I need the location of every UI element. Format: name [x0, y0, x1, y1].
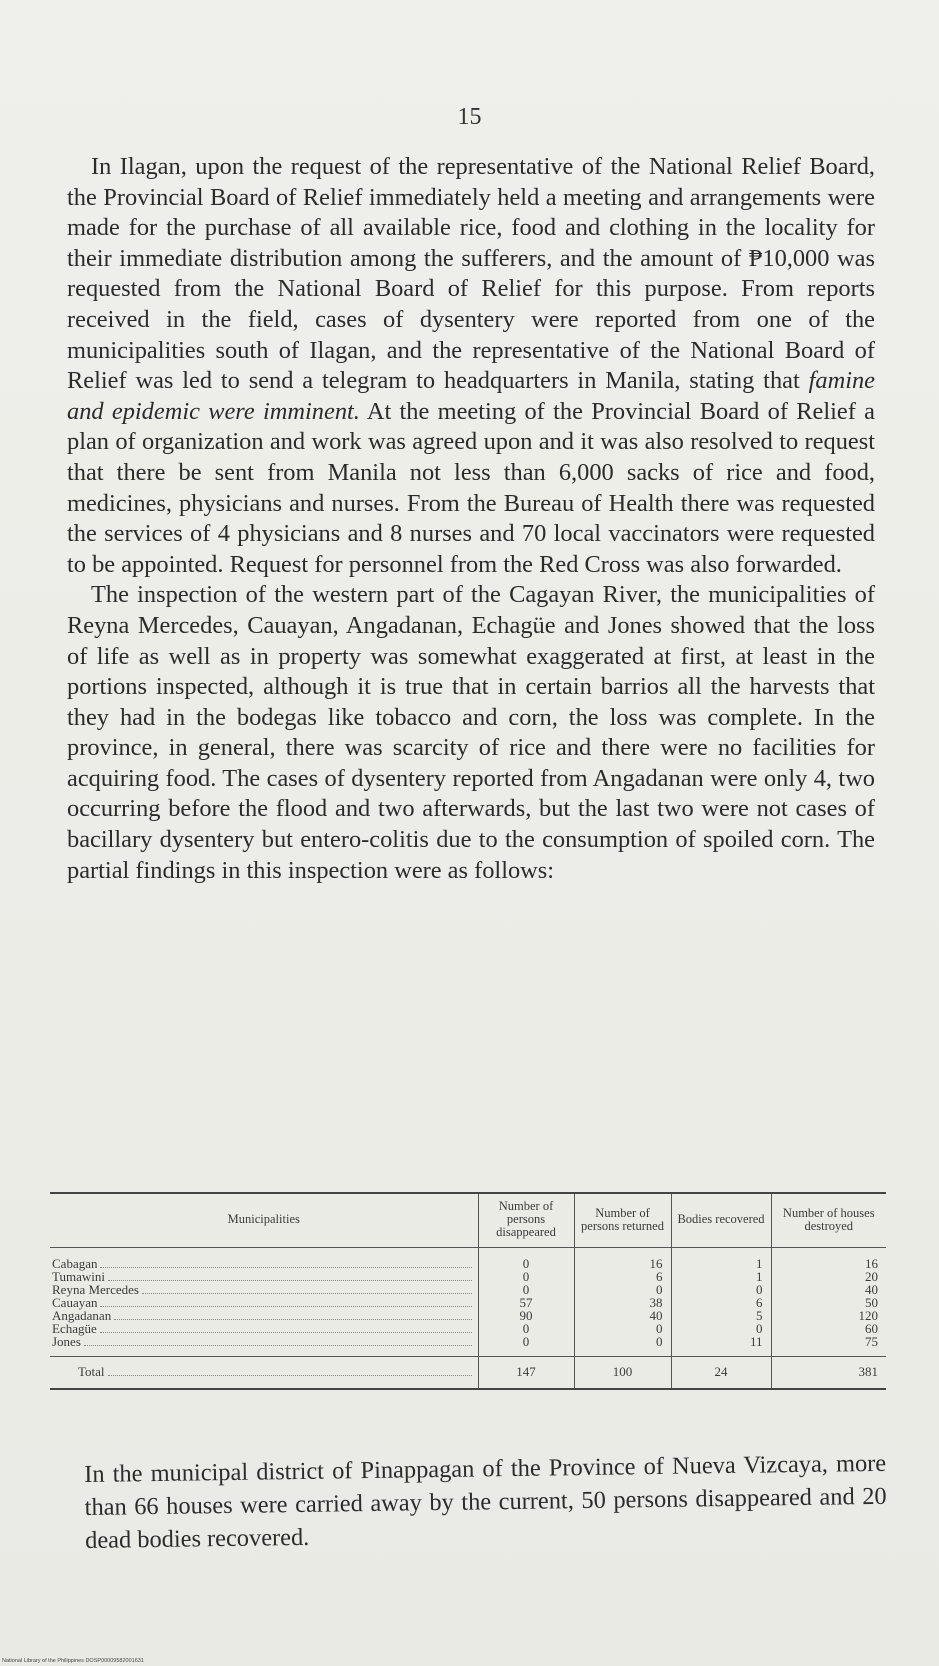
dot-leader [114, 1310, 471, 1320]
table-header-row [50, 1193, 886, 1248]
municipality-cell [50, 1296, 478, 1309]
disappeared-cell: 0 [478, 1248, 574, 1271]
total-bodies: 24 [671, 1357, 771, 1390]
dot-leader [142, 1284, 472, 1294]
paragraph-inspection: The inspection of the western part of the Cagayan River, the municipalities of Reyna Mercedes, Cauayan, Angadanan, Echagüe and Jones showed that the loss of life as well as in property was somewhat exaggerated at first, at least in the portions inspected, although it is true that in certain barrios all the harvests that they had in the bodegas like tobacco and corn, the loss was complete. In the province, in general, there was scarcity of rice and there were no facilities for acquiring food. The cases of dysentery reported from Angadanan were only 4, two occurring before the flood and two afterwards, but the last two were not cases of bacillary dysentery but entero-colitis due to the consumption of spoiled corn. The partial findings in this inspection were as follows: [67, 581, 875, 884]
municipality-cell [50, 1283, 478, 1296]
table-row [50, 1335, 886, 1357]
municipality-name: Echagüe [52, 1321, 97, 1336]
paragraph-pinappagan: In the municipal district of Pinappagan of the Province of Nueva Vizcaya, more than 66 houses were carried away by the current, 50 persons disappeared and 20 dead bodies recovered. [84, 1449, 887, 1554]
header-bodies-recovered: Bodies recovered [671, 1193, 771, 1248]
returned-cell: 0 [574, 1283, 671, 1296]
houses-cell: 50 [771, 1296, 886, 1309]
returned-cell: 16 [574, 1248, 671, 1271]
bodies-cell: 0 [671, 1322, 771, 1335]
total-returned: 100 [574, 1357, 671, 1390]
disappeared-cell: 0 [478, 1322, 574, 1335]
municipality-name: Reyna Mercedes [52, 1282, 139, 1297]
dot-leader [84, 1336, 472, 1346]
header-houses-destroyed: Number of houses destroyed [771, 1193, 886, 1248]
municipality-name: Angadanan [52, 1308, 112, 1323]
bodies-cell: 6 [671, 1296, 771, 1309]
footer-credit: National Library of the Philippines DOSP00009582001631 [2, 1658, 144, 1664]
municipality-name: Cauayan [52, 1295, 98, 1310]
table-row [50, 1248, 886, 1271]
paragraph-ilagan [67, 152, 875, 580]
total-label-cell [50, 1357, 478, 1390]
municipality-cell [50, 1335, 478, 1357]
municipality-cell [50, 1248, 478, 1271]
disappeared-cell: 90 [478, 1309, 574, 1322]
bodies-cell: 0 [671, 1283, 771, 1296]
returned-cell: 6 [574, 1270, 671, 1283]
municipality-name: Cabagan [52, 1256, 98, 1271]
houses-cell: 60 [771, 1322, 886, 1335]
italic-phrase: famine and epidemic were imminent. [67, 367, 875, 425]
paragraph-ilagan-part-1: In Ilagan, upon the request of the representative of the National Relief Board, the Provincial Board of Relief immediately held a meeting and arrangements were made for the purchase of all available rice, food and clothing in the locality for their immediate distribution among the sufferers, and the amount of ₱10,000 was requested from the National Board of Relief for this purpose. From reports received in the field, cases of dysentery were reported from one of the municipalities south of Ilagan, and the representative of the National Board of Relief was led to send a telegram to headquarters in Manila, stating that [67, 153, 875, 395]
page-number: 15 [457, 104, 482, 130]
dot-leader [100, 1323, 472, 1333]
header-municipalities: Municipalities [50, 1193, 478, 1248]
findings-table [50, 1192, 886, 1390]
municipality-name: Tumawini [52, 1269, 105, 1284]
returned-cell: 40 [574, 1309, 671, 1322]
disappeared-cell: 0 [478, 1270, 574, 1283]
total-disappeared: 147 [478, 1357, 574, 1390]
paragraph-ilagan-part-2: At the meeting of the Provincial Board of Relief a plan of organization and work was agreed upon and it was also resolved to request that there be sent from Manila not less than 6,000 sacks of rice and food, medicines, physicians and nurses. From the Bureau of Health there was requested the services of 4 physicians and 8 nurses and 70 local vaccinators were requested to be appointed. Request for personnel from the Red Cross was also forwarded. [67, 397, 875, 578]
bodies-cell: 1 [671, 1248, 771, 1271]
returned-cell: 0 [574, 1335, 671, 1357]
findings-table-wrapper [50, 1192, 886, 1390]
municipality-cell [50, 1309, 478, 1322]
bodies-cell: 1 [671, 1270, 771, 1283]
header-persons-returned: Number of persons returned [574, 1193, 671, 1248]
dot-leader [100, 1258, 471, 1268]
total-houses: 381 [771, 1357, 886, 1390]
municipality-name: Jones [52, 1334, 81, 1349]
houses-cell: 75 [771, 1335, 886, 1357]
houses-cell: 16 [771, 1248, 886, 1271]
houses-cell: 40 [771, 1283, 886, 1296]
municipality-cell [50, 1322, 478, 1335]
bodies-cell: 11 [671, 1335, 771, 1357]
disappeared-cell: 0 [478, 1335, 574, 1357]
dot-leader [108, 1366, 472, 1376]
closing-text [84, 1447, 887, 1557]
returned-cell: 38 [574, 1296, 671, 1309]
dot-leader [100, 1297, 471, 1307]
dot-leader [108, 1271, 472, 1281]
houses-cell: 120 [771, 1309, 886, 1322]
total-label: Total [78, 1364, 105, 1379]
disappeared-cell: 0 [478, 1283, 574, 1296]
bodies-cell: 5 [671, 1309, 771, 1322]
table-total-row [50, 1357, 886, 1390]
disappeared-cell: 57 [478, 1296, 574, 1309]
body-text [67, 152, 875, 886]
returned-cell: 0 [574, 1322, 671, 1335]
houses-cell: 20 [771, 1270, 886, 1283]
header-persons-disappeared: Number of persons disappeared [478, 1193, 574, 1248]
